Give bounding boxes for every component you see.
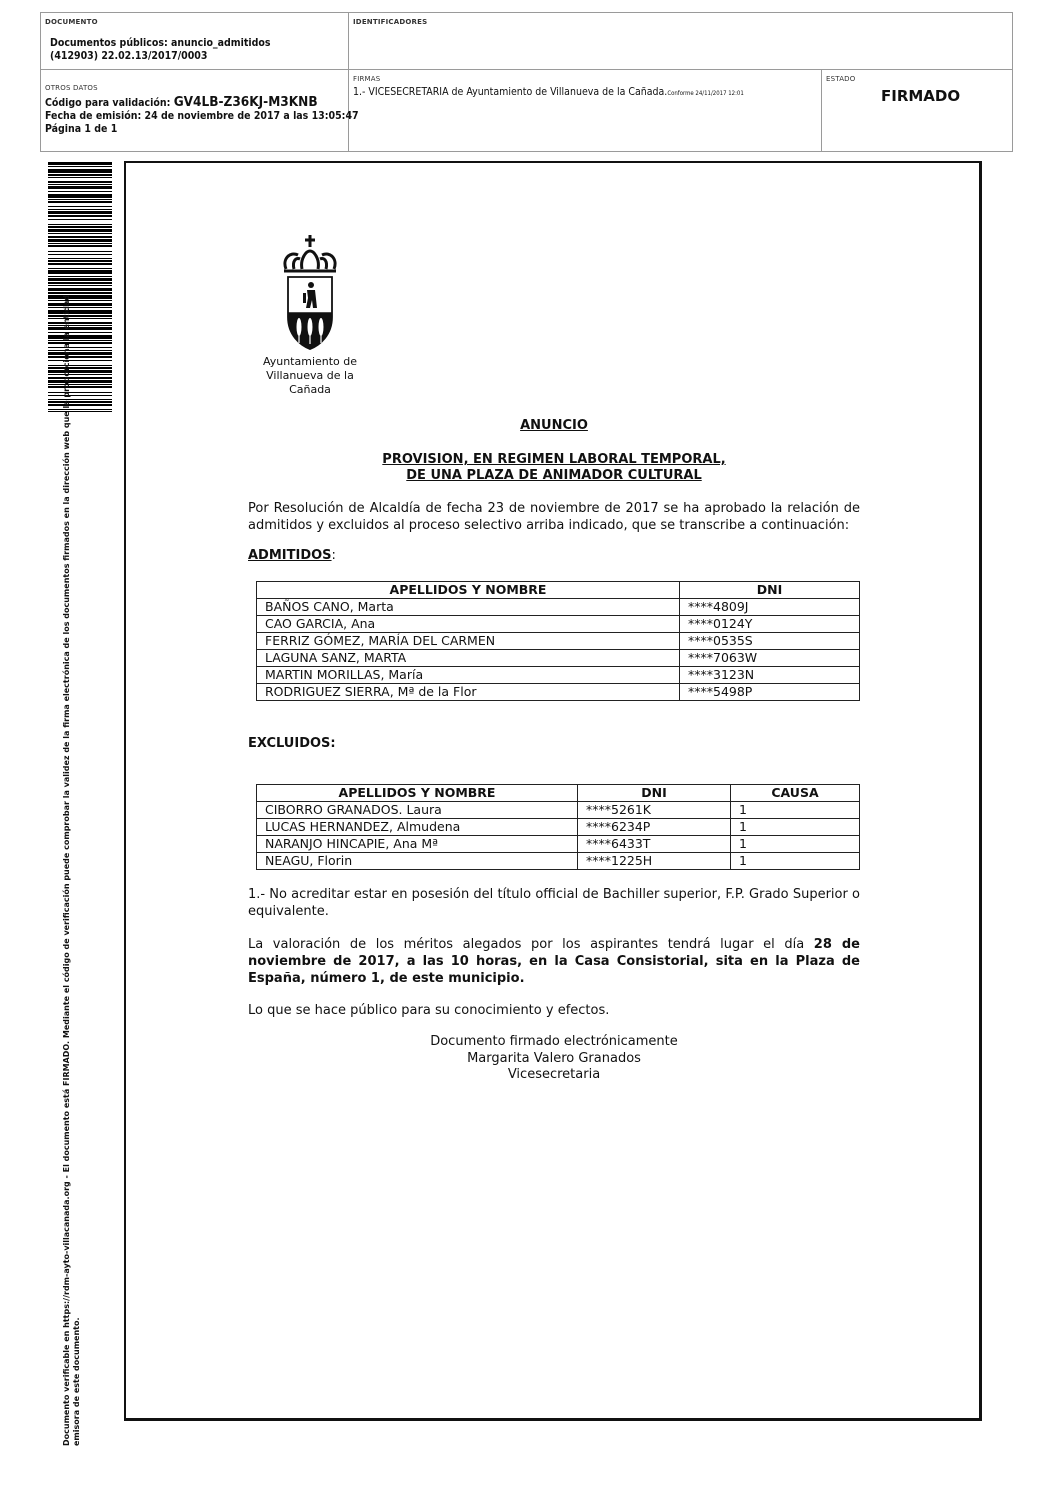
barcode-bar <box>48 411 112 412</box>
cell-dni: ****7063W <box>680 650 860 667</box>
side-verification-text-1: Documento verificable en https://rdm-ayto-villacanada.org - El documento está FIRMADO. Mediante el código de verificación puede comprobar la validez de la firma electrónica de los documentos firmados en la dirección web que le proporciona la entidad <box>62 294 71 1446</box>
barcode-bar <box>48 162 112 165</box>
table-header-row <box>257 785 860 802</box>
barcode-bar <box>48 166 112 167</box>
subheading-line1: PROVISION, EN REGIMEN LABORAL TEMPORAL, <box>382 452 726 467</box>
barcode-bar <box>48 282 112 284</box>
cell-name: NARANJO HINCAPIE, Ana Mª <box>257 836 578 853</box>
barcode-bar <box>48 254 112 255</box>
barcode <box>48 162 112 412</box>
cell-name: LUCAS HERNANDEZ, Almudena <box>257 819 578 836</box>
barcode-bar <box>48 310 112 314</box>
barcode-bar <box>48 315 112 317</box>
table-header-row <box>257 582 860 599</box>
barcode-bar <box>48 219 112 220</box>
barcode-bar <box>48 318 112 319</box>
barcode-bar <box>48 374 112 375</box>
cell-causa: 1 <box>731 853 860 870</box>
estado-caption: ESTADO <box>826 75 856 83</box>
publico-paragraph: Lo que se hace público para su conocimiento y efectos. <box>248 1003 610 1018</box>
cell-dni: ****6234P <box>578 819 731 836</box>
barcode-bar <box>48 263 112 265</box>
cell-name: CAO GARCIA, Ana <box>257 616 680 633</box>
barcode-bar <box>48 177 112 178</box>
subheading-line2: DE UNA PLAZA DE ANIMADOR CULTURAL <box>406 468 702 483</box>
barcode-bar <box>48 209 112 210</box>
valoracion-bold: 28 de noviembre de 2017, a las 10 horas, en la Casa Consistorial, sita en la Plaza de España, número 1, de este municipio. <box>248 937 860 986</box>
table-row <box>257 684 860 701</box>
barcode-bar <box>48 258 112 259</box>
barcode-bar <box>48 332 112 333</box>
barcode-bar <box>48 295 112 299</box>
barcode-bar <box>48 342 112 344</box>
barcode-bar <box>48 239 112 242</box>
documento-cell <box>41 13 349 69</box>
barcode-bar <box>48 399 112 400</box>
table-row <box>257 853 860 870</box>
barcode-bar <box>48 191 112 192</box>
cell-dni: ****5498P <box>680 684 860 701</box>
documento-line1: Documentos públicos: anuncio_admitidos <box>50 37 271 49</box>
table-row <box>257 836 860 853</box>
barcode-bar <box>48 288 112 291</box>
codigo-value: GV4LB-Z36KJ-M3KNB <box>173 94 318 110</box>
cell-name: BAÑOS CANO, Marta <box>257 599 680 616</box>
column-header-name: APELLIDOS Y NOMBRE <box>257 582 680 599</box>
barcode-bar <box>48 392 112 393</box>
barcode-bar <box>48 380 112 383</box>
otros-datos-caption: OTROS DATOS <box>45 84 98 92</box>
barcode-bar <box>48 401 112 403</box>
barcode-bar <box>48 360 112 361</box>
admitidos-table <box>256 581 860 701</box>
barcode-bar <box>48 350 112 351</box>
firmas-caption: FIRMAS <box>353 75 381 83</box>
table-row <box>257 819 860 836</box>
barcode-bar <box>48 356 112 358</box>
admitidos-label-text: ADMITIDOS <box>248 548 332 563</box>
barcode-bar <box>48 384 112 385</box>
barcode-bar <box>48 395 112 396</box>
otros-datos-cell <box>41 70 359 151</box>
cell-dni: ****0535S <box>680 633 860 650</box>
cell-dni: ****1225H <box>578 853 731 870</box>
barcode-bar <box>48 229 112 232</box>
barcode-bar <box>48 206 112 207</box>
cell-name: FERRIZ GÓMEZ, MARÍA DEL CARMEN <box>257 633 680 650</box>
firma-small: Conforme 24/11/2017 12:01 <box>667 90 744 97</box>
barcode-bar <box>48 367 112 369</box>
barcode-bar <box>48 270 112 274</box>
logo-caption <box>245 355 375 397</box>
valoracion-paragraph <box>248 936 860 987</box>
table-row <box>257 633 860 650</box>
valoracion-plain: La valoración de los méritos alegados por los aspirantes tendrá lugar el día <box>248 937 814 952</box>
barcode-bar <box>48 307 112 308</box>
cell-name: RODRIGUEZ SIERRA, Mª de la Flor <box>257 684 680 701</box>
cell-causa: 1 <box>731 836 860 853</box>
barcode-bar <box>48 184 112 185</box>
barcode-bar <box>48 236 112 238</box>
firma-line1: Documento firmado electrónicamente <box>430 1034 678 1049</box>
firma-text: 1.- VICESECRETARIA de Ayuntamiento de Villanueva de la Cañada. <box>353 86 668 98</box>
column-header-causa: CAUSA <box>731 785 860 802</box>
barcode-bar <box>48 226 112 228</box>
barcode-bar <box>48 233 112 234</box>
table-row <box>257 616 860 633</box>
header-row-datos <box>40 69 1013 152</box>
barcode-bar <box>48 194 112 198</box>
barcode-bar <box>48 278 112 281</box>
cell-causa: 1 <box>731 802 860 819</box>
barcode-bar <box>48 292 112 294</box>
excluidos-label: EXCLUIDOS: <box>248 736 336 751</box>
firmas-cell <box>349 70 822 151</box>
barcode-bar <box>48 211 112 214</box>
cell-name: NEAGU, Florin <box>257 853 578 870</box>
cell-dni: ****5261K <box>578 802 731 819</box>
barcode-bar <box>48 352 112 355</box>
table-row <box>257 650 860 667</box>
cell-dni: ****0124Y <box>680 616 860 633</box>
column-header-dni: DNI <box>578 785 731 802</box>
header-row-documento <box>40 12 1013 70</box>
cell-dni: ****4809J <box>680 599 860 616</box>
cell-name: CIBORRO GRANADOS. Laura <box>257 802 578 819</box>
barcode-bar <box>48 377 112 379</box>
barcode-bar <box>48 201 112 203</box>
barcode-bar <box>48 268 112 269</box>
codigo-label: Código para validación: <box>45 97 171 109</box>
admitidos-label <box>248 548 336 563</box>
barcode-bar <box>48 245 112 247</box>
cell-name: MARTIN MORILLAS, María <box>257 667 680 684</box>
barcode-bar <box>48 243 112 244</box>
barcode-bar <box>48 186 112 189</box>
barcode-bar <box>48 174 112 176</box>
barcode-bar <box>48 335 112 339</box>
documento-line2: (412903) 22.02.13/2017/0003 <box>50 50 208 62</box>
barcode-bar <box>48 347 112 348</box>
barcode-bar <box>48 215 112 217</box>
barcode-bar <box>48 370 112 373</box>
table-row <box>257 667 860 684</box>
barcode-bar <box>48 340 112 341</box>
coat-of-arms-logo <box>276 233 344 351</box>
barcode-bar <box>48 365 112 366</box>
cell-causa: 1 <box>731 819 860 836</box>
table-row <box>257 599 860 616</box>
page-title: ANUNCIO <box>520 418 588 433</box>
identificadores-cell <box>349 13 1012 69</box>
barcode-bar <box>48 199 112 200</box>
barcode-bar <box>48 386 112 388</box>
barcode-bar <box>48 251 112 252</box>
barcode-bar <box>48 224 112 225</box>
barcode-bar <box>48 322 112 324</box>
column-header-name: APELLIDOS Y NOMBRE <box>257 785 578 802</box>
estado-cell <box>822 70 1012 151</box>
barcode-bar <box>48 325 112 326</box>
firma-block <box>404 1034 704 1084</box>
figure-icon <box>303 282 317 308</box>
barcode-bar <box>48 303 112 306</box>
crown-icon <box>284 235 336 271</box>
firma-line2: Margarita Valero Granados <box>467 1050 641 1066</box>
logo-caption-line1: Ayuntamiento de <box>262 355 358 368</box>
documento-caption: DOCUMENTO <box>45 18 98 26</box>
barcode-bar <box>48 260 112 262</box>
barcode-bar <box>48 181 112 183</box>
cell-dni: ****6433T <box>578 836 731 853</box>
table-row <box>257 802 860 819</box>
admitidos-label-colon: : <box>331 548 336 563</box>
column-header-dni: DNI <box>680 582 860 599</box>
firma-line <box>353 86 744 100</box>
barcode-bar <box>48 285 112 286</box>
cell-name: LAGUNA SANZ, MARTA <box>257 650 680 667</box>
causa-note: 1.- No acreditar estar en posesión del título official de Bachiller superior, F.P. Grado Superior o equivalente. <box>248 887 860 919</box>
barcode-bar <box>48 327 112 330</box>
barcode-bar <box>48 404 112 406</box>
intro-paragraph: Por Resolución de Alcaldía de fecha 23 de noviembre de 2017 se ha aprobado la relación de admitidos y excluidos al proceso selectivo arriba indicado, que se transcribe a continuación: <box>248 501 860 533</box>
firma-line3: Vicesecretaria <box>507 1067 601 1082</box>
codigo-validacion <box>45 96 318 110</box>
fecha-emision: Fecha de emisión: 24 de noviembre de 2017 a las 13:05:47 <box>45 110 359 122</box>
excluidos-table <box>256 784 860 870</box>
barcode-bar <box>48 300 112 301</box>
logo-caption-line2: Villanueva de la Cañada <box>266 369 354 396</box>
side-verification-text-2: emisora de este documento. <box>72 1317 81 1446</box>
barcode-bar <box>48 409 112 410</box>
cell-dni: ****3123N <box>680 667 860 684</box>
barcode-bar <box>48 169 112 173</box>
estado-value: FIRMADO <box>881 87 961 105</box>
barcode-bar <box>48 276 112 277</box>
identificadores-caption: IDENTIFICADORES <box>353 18 428 26</box>
pagina: Página 1 de 1 <box>45 123 118 135</box>
